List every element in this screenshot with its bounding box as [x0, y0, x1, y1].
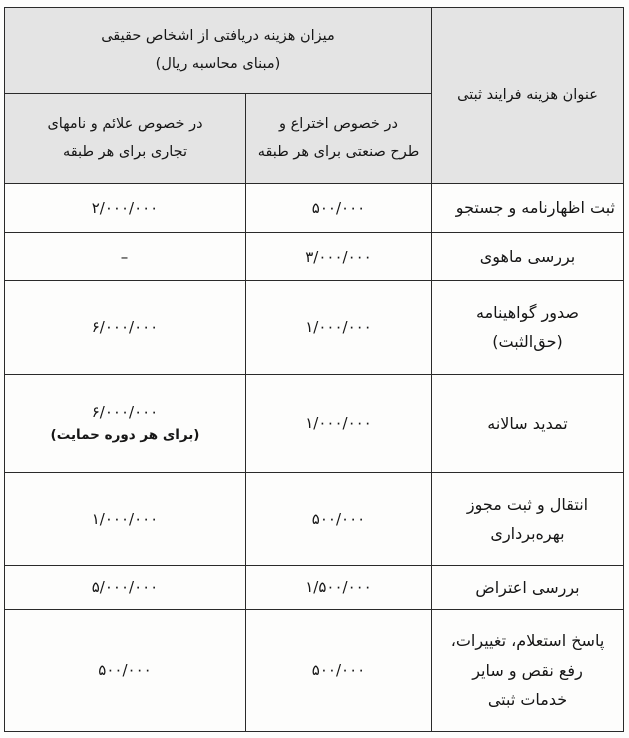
trademark-fee-cell: [5, 374, 246, 472]
header-patent-line1: در خصوص اختراع و: [279, 115, 398, 132]
trademark-fee-cell: [5, 609, 246, 731]
fee-title-cell: [432, 374, 624, 472]
trademark-fee-value: ۵۰۰/۰۰۰: [98, 661, 152, 680]
registration-fees-table: [4, 7, 624, 732]
header-fee-title: عنوان هزینه فرایند ثبتی: [432, 8, 624, 184]
header-group-line1: میزان هزینه دریافتی از اشخاص حقیقی: [101, 27, 335, 44]
trademark-fee-cell: [5, 232, 246, 281]
fee-row: [5, 232, 624, 281]
trademark-fee-value: –: [120, 247, 130, 266]
trademark-fee-value: ۶/۰۰۰/۰۰۰: [91, 403, 159, 422]
fee-title-line: تمدید سالانه: [487, 413, 568, 433]
trademark-fee-cell: [5, 184, 246, 233]
fee-title-line: صدور گواهینامه: [476, 302, 579, 322]
fee-title-line: (حق‌الثبت): [492, 332, 563, 352]
fee-title-line: بهره‌برداری: [490, 524, 565, 544]
patent-fee-cell: ۱/۰۰۰/۰۰۰: [246, 281, 432, 374]
fee-row: [5, 281, 624, 374]
fee-row: [5, 184, 624, 233]
trademark-fee-cell: [5, 473, 246, 566]
patent-fee-cell: ۵۰۰/۰۰۰: [246, 473, 432, 566]
fee-title-line: خدمات ثبتی: [487, 690, 568, 710]
trademark-fee-value: ۵/۰۰۰/۰۰۰: [91, 578, 159, 597]
fee-title-cell: [432, 566, 624, 610]
header-patent-column: [246, 94, 432, 184]
fee-title-line: ثبت اظهارنامه و جستجو: [455, 198, 615, 218]
header-patent-line2: طرح صنعتی برای هر طبقه: [257, 143, 420, 160]
header-group-line2: (مبنای محاسبه ریال): [155, 55, 281, 72]
trademark-fee-cell: [5, 281, 246, 374]
fee-title-cell: [432, 184, 624, 233]
patent-fee-cell: ۱/۵۰۰/۰۰۰: [246, 566, 432, 610]
trademark-fee-note: (برای هر دوره حمایت): [50, 427, 200, 444]
fee-row: [5, 473, 624, 566]
patent-fee-cell: ۵۰۰/۰۰۰: [246, 184, 432, 233]
trademark-fee-value: ۶/۰۰۰/۰۰۰: [91, 318, 159, 337]
trademark-fee-cell: [5, 566, 246, 610]
fee-row: [5, 566, 624, 610]
patent-fee-cell: ۳/۰۰۰/۰۰۰: [246, 232, 432, 281]
fee-row: [5, 609, 624, 731]
fee-row: [5, 374, 624, 472]
trademark-fee-value: ۱/۰۰۰/۰۰۰: [91, 510, 159, 529]
header-trade-line1: در خصوص علائم و نامهای: [47, 115, 203, 132]
patent-fee-cell: ۵۰۰/۰۰۰: [246, 609, 432, 731]
fee-title-cell: [432, 232, 624, 281]
fee-title-line: انتقال و ثبت مجوز: [466, 494, 589, 514]
header-fee-group: [5, 8, 432, 94]
header-trade-line2: تجاری برای هر طبقه: [62, 143, 188, 160]
header-trademark-column: [5, 94, 246, 184]
fee-title-line: بررسی اعتراض: [475, 577, 580, 597]
patent-fee-cell: ۱/۰۰۰/۰۰۰: [246, 374, 432, 472]
fee-title-cell: [432, 473, 624, 566]
fee-title-line: بررسی ماهوی: [479, 246, 576, 266]
fee-title-line: رفع نقص و سایر: [472, 660, 583, 680]
fee-title-cell: [432, 609, 624, 731]
trademark-fee-value: ۲/۰۰۰/۰۰۰: [91, 198, 159, 217]
fee-rows: [5, 184, 624, 732]
fee-title-line: پاسخ استعلام، تغییرات،: [450, 630, 605, 650]
fee-title-cell: [432, 281, 624, 374]
